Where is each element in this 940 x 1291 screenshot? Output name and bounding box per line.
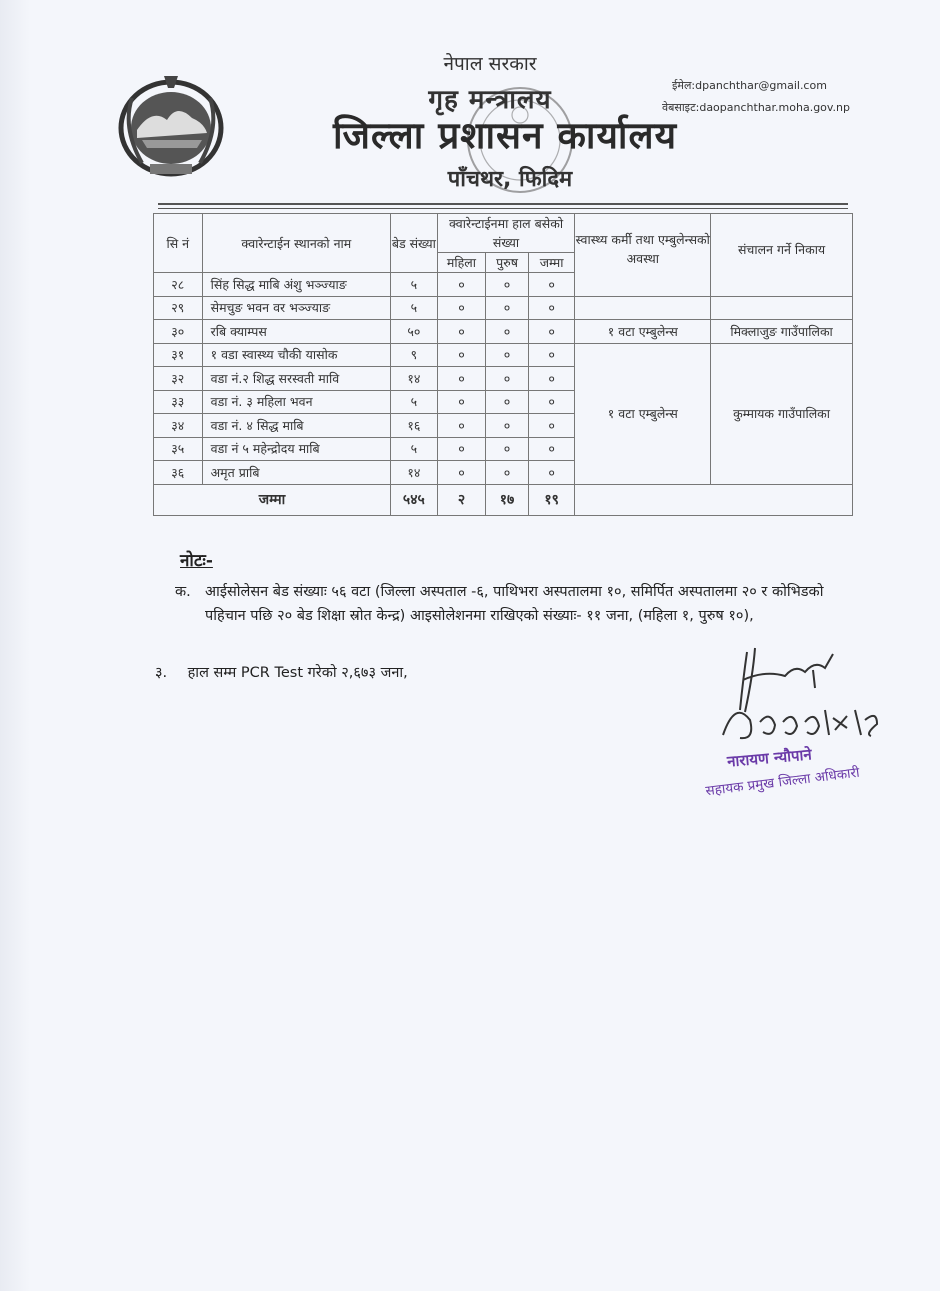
row-male: ० [486, 343, 529, 367]
total-label: जम्मा [154, 484, 391, 515]
header-agency: संचालन गर्ने निकाय [711, 214, 853, 297]
row-name: वडा नं ५ महेन्द्रोदय माबि [202, 437, 390, 461]
row-female: ० [437, 414, 486, 438]
header-rule-thin [158, 208, 848, 209]
row-female: ० [437, 273, 486, 297]
row-sn: ३० [154, 320, 203, 344]
total-beds: ५४५ [391, 484, 438, 515]
row-health: १ वटा एम्बुलेन्स [575, 343, 711, 484]
row-beds: ९ [391, 343, 438, 367]
table-row [154, 296, 853, 320]
row-sn: ३३ [154, 390, 203, 414]
row-sn: २९ [154, 296, 203, 320]
signatory-name-stamp: नारायण न्यौपाने [726, 745, 813, 771]
header-beds: बेड संख्या [391, 214, 438, 273]
nepal-emblem-icon [112, 68, 230, 180]
row-total: ० [528, 273, 575, 297]
row-female: ० [437, 320, 486, 344]
row-male: ० [486, 367, 529, 391]
row-health [575, 296, 711, 320]
row-name: वडा नं. ४ सिद्ध माबि [202, 414, 390, 438]
total-male: १७ [486, 484, 529, 515]
row-female: ० [437, 437, 486, 461]
row-name: रबि क्याम्पस [202, 320, 390, 344]
row-name: वडा नं. ३ महिला भवन [202, 390, 390, 414]
row-total: ० [528, 414, 575, 438]
header-rule [158, 203, 848, 205]
header-female: महिला [437, 253, 486, 273]
row-name: सिंह सिद्ध माबि अंशु भञ्ज्याङ [202, 273, 390, 297]
row-male: ० [486, 437, 529, 461]
row-total: ० [528, 343, 575, 367]
email-address: ईमेल:dpanchthar@gmail.com [672, 79, 827, 92]
row-sn: ३४ [154, 414, 203, 438]
ministry-name: गृह मन्त्रालय [428, 85, 552, 115]
row-female: ० [437, 367, 486, 391]
office-name: जिल्ला प्रशासन कार्यालय [332, 114, 678, 157]
government-name: नेपाल सरकार [443, 53, 537, 75]
row-name: सेमचुङ भवन वर भञ्ज्याङ [202, 296, 390, 320]
row-agency: कुम्मायक गाउँपालिका [711, 343, 853, 484]
note-item-2-text: हाल सम्म PCR Test गरेको २,६७३ जना, [187, 665, 408, 681]
row-total: ० [528, 320, 575, 344]
row-total: ० [528, 437, 575, 461]
note-item-1-mark: क. [175, 584, 191, 600]
row-health: १ वटा एम्बुलेन्स [575, 320, 711, 344]
row-male: ० [486, 461, 529, 485]
row-female: ० [437, 343, 486, 367]
note-item-2-mark: ३. [155, 665, 168, 681]
table-total-row [154, 484, 853, 515]
header-current: क्वारेन्टाईनमा हाल बसेको संख्या [437, 214, 575, 253]
handwritten-signature [715, 640, 885, 750]
row-name: वडा नं.२ शिद्ध सरस्वती मावि [202, 367, 390, 391]
header-total: जम्मा [528, 253, 575, 273]
signatory-title-stamp: सहायक प्रमुख जिल्ला अधिकारी [704, 764, 861, 800]
row-sn: २८ [154, 273, 203, 297]
row-sn: ३२ [154, 367, 203, 391]
table-row [154, 320, 853, 344]
row-beds: १६ [391, 414, 438, 438]
total-empty [575, 484, 853, 515]
row-female: ० [437, 296, 486, 320]
header-place: क्वारेन्टाईन स्थानको नाम [202, 214, 390, 273]
quarantine-table [153, 213, 853, 516]
row-beds: ५ [391, 273, 438, 297]
total-female: २ [437, 484, 486, 515]
header-sn: सि नं [154, 214, 203, 273]
row-male: ० [486, 320, 529, 344]
row-sn: ३६ [154, 461, 203, 485]
table-row [154, 343, 853, 367]
row-name: अमृत प्राबि [202, 461, 390, 485]
row-beds: १४ [391, 461, 438, 485]
row-male: ० [486, 414, 529, 438]
row-beds: ५ [391, 296, 438, 320]
note-item-1 [175, 580, 845, 628]
note-item-2 [155, 662, 408, 682]
website-address: वेबसाइट:daopanchthar.moha.gov.np [662, 101, 851, 114]
notes-title: नोटः- [180, 551, 213, 571]
row-agency [711, 296, 853, 320]
row-beds: ५० [391, 320, 438, 344]
row-male: ० [486, 390, 529, 414]
row-beds: ५ [391, 437, 438, 461]
row-total: ० [528, 390, 575, 414]
row-beds: १४ [391, 367, 438, 391]
row-sn: ३१ [154, 343, 203, 367]
row-name: १ वडा स्वास्थ्य चौकी यासोक [202, 343, 390, 367]
scan-edge-shadow [0, 0, 30, 1291]
total-total: १९ [528, 484, 575, 515]
row-sn: ३५ [154, 437, 203, 461]
note-item-1-text: आईसोलेसन बेड संख्याः ५६ वटा (जिल्ला अस्पताल -६, पाथिभरा अस्पतालमा १०, समिर्पित अस्पतालमा २० र कोभिडको पहिचान पछि २० बेड शिक्षा स्रोत केन्द्र) आइसोलेशनमा राखिएको संख्याः- ११ जना, (महिला १, पुरुष १०), [205, 584, 824, 624]
row-female: ० [437, 461, 486, 485]
row-total: ० [528, 367, 575, 391]
row-total: ० [528, 296, 575, 320]
table-header-row [154, 214, 853, 253]
header-health: स्वास्थ्य कर्मी तथा एम्बुलेन्सको अवस्था [575, 214, 711, 297]
row-total: ० [528, 461, 575, 485]
header-male: पुरुष [486, 253, 529, 273]
row-male: ० [486, 273, 529, 297]
row-male: ० [486, 296, 529, 320]
office-location: पाँचथर, फिदिम [447, 167, 573, 192]
row-beds: ५ [391, 390, 438, 414]
row-female: ० [437, 390, 486, 414]
row-agency: मिक्लाजुङ गाउँपालिका [711, 320, 853, 344]
